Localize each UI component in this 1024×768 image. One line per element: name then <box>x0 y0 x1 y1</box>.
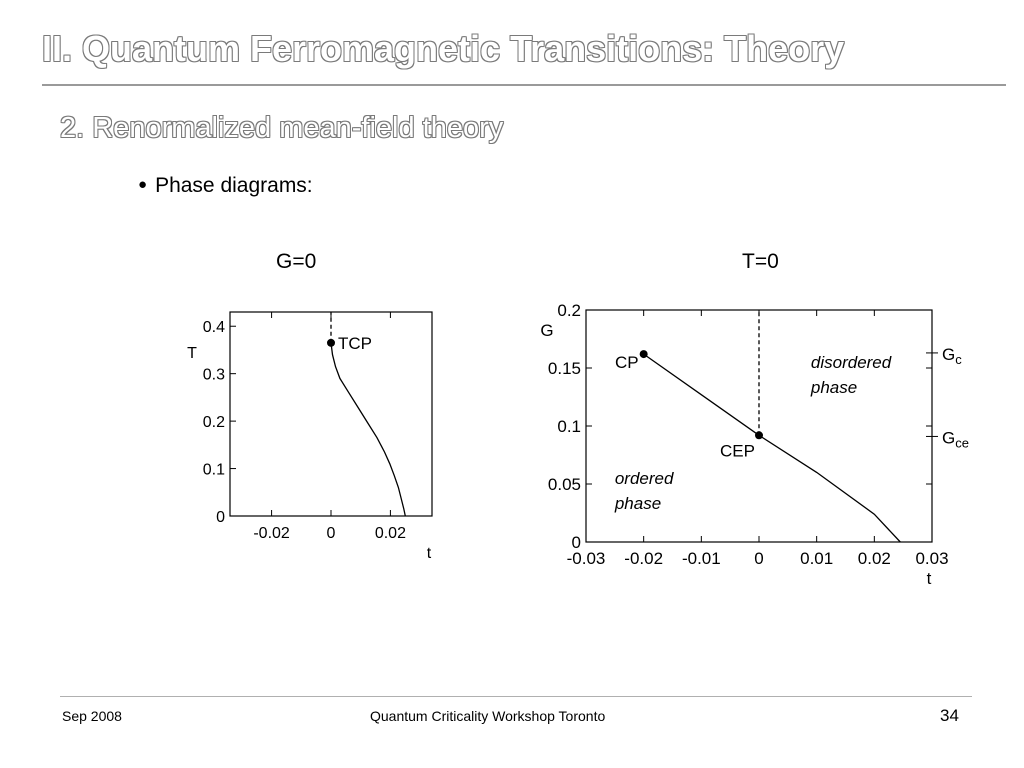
footer-page: 34 <box>940 706 959 725</box>
bullet-item <box>138 174 313 198</box>
x-tick-label: 0.03 <box>915 549 949 568</box>
x-tick-label: -0.01 <box>681 549 721 568</box>
point-marker <box>327 339 335 347</box>
y-tick-label: 0.3 <box>202 366 225 384</box>
right-tick-label: $G_c$ <box>942 344 962 367</box>
footer-rule <box>60 696 972 697</box>
x-tick-label: -0.03 <box>566 549 606 568</box>
x-tick-label: 0 <box>326 525 336 542</box>
right-tick-label: $G_{ce}$ <box>942 428 969 451</box>
x-tick-label: 0.01 <box>800 549 834 568</box>
x-tick-label: 0.02 <box>857 549 891 568</box>
point-label: CP <box>615 353 639 373</box>
y-tick-label: 0.1 <box>202 461 225 479</box>
x-tick-label: 0 <box>754 549 764 568</box>
point-label: TCP <box>338 333 372 353</box>
y-tick-label: 0.15 <box>547 359 581 378</box>
y-axis-label: T <box>187 345 197 362</box>
y-tick-label: 0.2 <box>202 414 225 432</box>
slide-title: II. Quantum Ferromagnetic Transitions: Theory <box>42 28 845 69</box>
y-axis-label: G <box>540 321 554 340</box>
panel-label-right: T=0 <box>742 250 779 273</box>
region-label: disordered phase <box>810 353 892 397</box>
phase-boundary-line <box>331 343 405 516</box>
title-rule <box>42 84 1006 86</box>
y-tick-label: 0.05 <box>547 475 581 494</box>
phase-boundary-line <box>644 354 901 542</box>
bullet-text: Phase diagrams: <box>155 174 313 197</box>
point-marker <box>640 350 648 358</box>
panel-label-left: G=0 <box>276 250 317 273</box>
x-tick-label: -0.02 <box>253 525 290 542</box>
phase-diagram-g0 <box>180 298 460 568</box>
y-tick-label: 0 <box>216 509 225 526</box>
x-axis-label: t <box>426 545 432 562</box>
x-tick-label: -0.02 <box>624 549 664 568</box>
y-tick-label: 0.1 <box>557 417 581 436</box>
point-label: CEP <box>720 441 755 461</box>
region-label: ordered phase <box>614 469 674 513</box>
x-tick-label: 0.02 <box>374 525 406 542</box>
footer-date: Sep 2008 <box>62 708 122 724</box>
x-axis-label: t <box>926 569 932 588</box>
y-tick-label: 0 <box>571 533 581 552</box>
phase-diagram-t0 <box>530 294 990 588</box>
y-tick-label: 0.4 <box>202 319 225 337</box>
footer-event: Quantum Criticality Workshop Toronto <box>370 708 606 724</box>
point-marker <box>755 431 763 439</box>
bullet-dot: ● <box>138 176 148 193</box>
y-tick-label: 0.2 <box>557 301 581 320</box>
slide-subtitle: 2. Renormalized mean-field theory <box>60 112 504 144</box>
